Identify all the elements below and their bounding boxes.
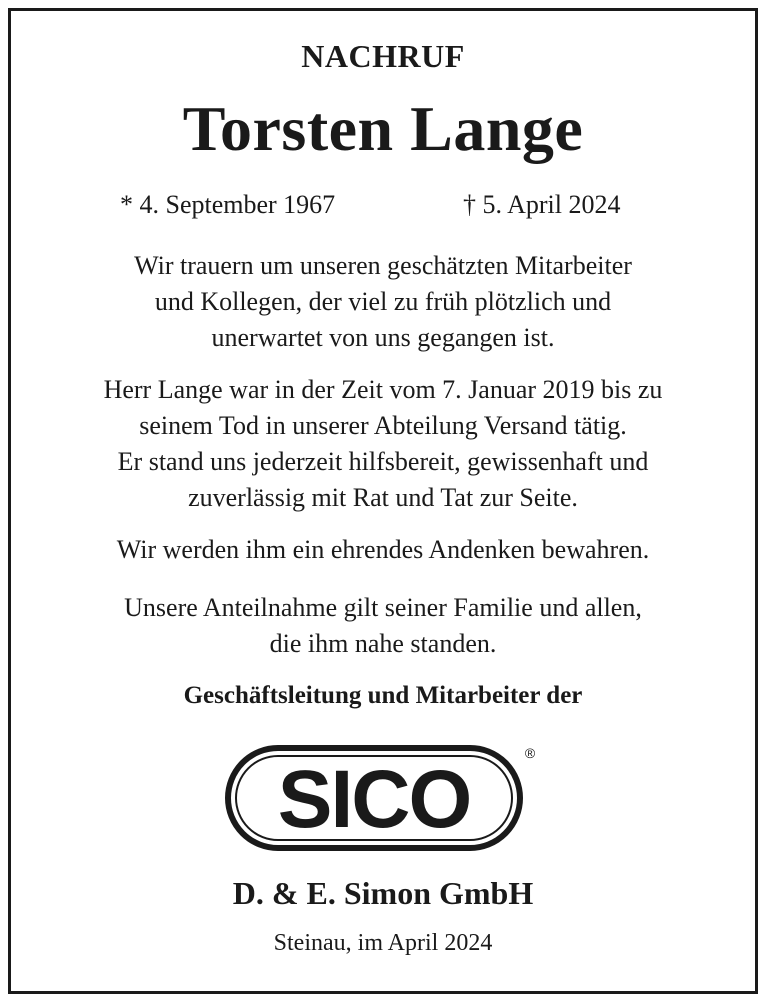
- company-name: D. & E. Simon GmbH: [232, 875, 534, 911]
- text-line: Unsere Anteilnahme gilt seiner Familie und allen,: [124, 593, 642, 622]
- place-and-date: Steinau, im April 2024: [273, 930, 493, 956]
- text-line: Wir trauern um unseren geschätzten Mitarbeiter: [134, 251, 632, 280]
- deceased-name: Torsten Lange: [182, 93, 584, 164]
- paragraph-sympathy: [0, 590, 766, 662]
- text-line: die ihm nahe standen.: [269, 629, 497, 658]
- paragraph-mourning: [0, 248, 766, 356]
- birth-date: * 4. September 1967: [120, 190, 336, 219]
- logo-wordmark: SICO: [277, 754, 471, 845]
- registered-mark: ®: [524, 745, 536, 761]
- text-line: Er stand uns jederzeit hilfsbereit, gewissenhaft und: [117, 447, 649, 476]
- text-line: Wir werden ihm ein ehrendes Andenken bewahren.: [116, 535, 650, 564]
- text-line: seinem Tod in unserer Abteilung Versand tätig.: [139, 411, 627, 440]
- death-date: † 5. April 2024: [463, 190, 621, 219]
- text-line: Herr Lange war in der Zeit vom 7. Januar 2019 bis zu: [103, 375, 663, 404]
- paragraph-career: [0, 372, 766, 516]
- sico-logo-icon: [222, 738, 542, 854]
- text-line: zuverlässig mit Rat und Tat zur Seite.: [188, 483, 578, 512]
- text-line: und Kollegen, der viel zu früh plötzlich und: [154, 287, 612, 316]
- signed-by: Geschäftsleitung und Mitarbeiter der: [183, 682, 583, 709]
- paragraph-remembrance: [0, 532, 766, 568]
- text-line: unerwartet von uns gegangen ist.: [211, 323, 555, 352]
- notice-heading: NACHRUF: [301, 38, 465, 74]
